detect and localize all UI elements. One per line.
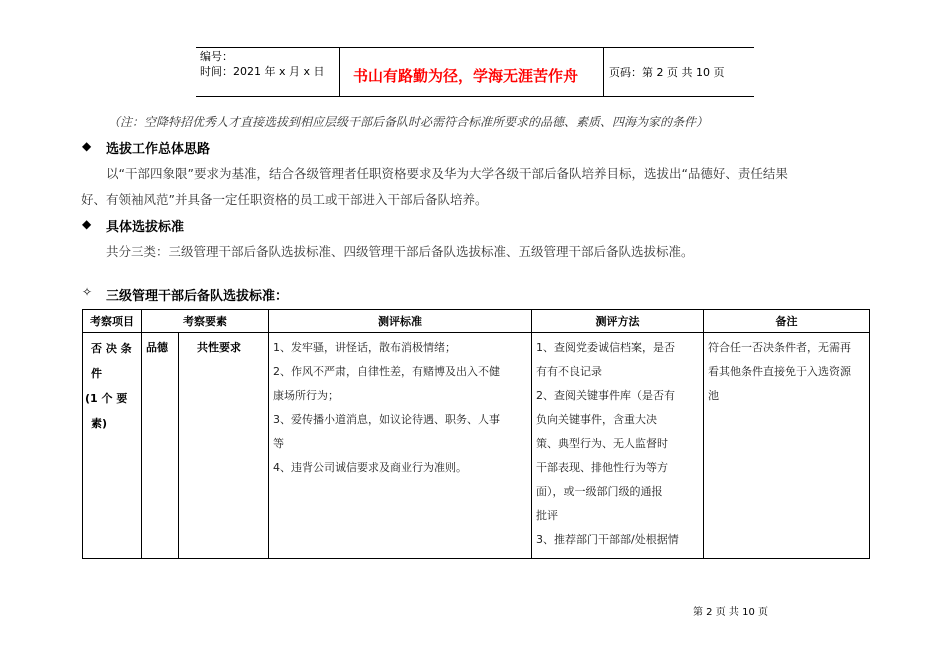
method-line: 面），或一级部门级的通报 [536, 485, 663, 498]
section-title-level3-standards: 三级管理干部后备队选拔标准： [106, 289, 289, 304]
standard-line: 等 [273, 437, 284, 450]
standard-line: 2、作风不严肃，自律性差，有赌博及出入不健 [273, 365, 500, 378]
remark-line: 符合任一否决条件者，无需再 [708, 341, 851, 354]
element-cell [142, 333, 179, 559]
standard-line: 康场所行为； [273, 389, 339, 402]
section2-paragraph-line1: 共分三类：三级管理干部后备队选拔标准、四级管理干部后备队选拔标准、五级管理干部后备队选拔标准。 [106, 244, 694, 259]
diamond-bullet-icon: ◆ [82, 217, 92, 231]
method-line: 3、推荐部门干部部/处根据情 [536, 533, 679, 546]
standard-line: 4、违背公司诚信要求及商业行为准则。 [273, 461, 467, 474]
sub-element-cell [179, 333, 269, 559]
standards-cell [269, 333, 532, 559]
document-number-label: 编号： [200, 50, 233, 63]
header-bottom-border [196, 96, 754, 97]
method-line: 干部表现、排他性行为等方 [536, 461, 668, 474]
method-line: 1、查阅党委诚信档案，是否 [536, 341, 675, 354]
item-cell [83, 333, 142, 559]
item-text: (1 个 要 [85, 392, 128, 405]
document-time-label: 时间：2021 年 x 月 x 日 [200, 65, 325, 78]
hollow-diamond-bullet-icon: ✧ [82, 285, 93, 299]
header-divider-left [339, 47, 340, 97]
item-text: 件 [91, 367, 102, 380]
header-divider-right [603, 47, 604, 97]
section1-paragraph-line2: 好、有领袖风范”并具备一定任职资格的员工或干部进入干部后备队培养。 [81, 192, 488, 207]
page-footer: 第 2 页 共 10 页 [693, 607, 768, 618]
remark-line: 池 [708, 389, 719, 402]
element-text: 品德 [146, 341, 168, 354]
item-text: 素) [91, 417, 108, 430]
section-title-overall-approach: 选拔工作总体思路 [106, 142, 211, 157]
item-text: 否 决 条 [91, 342, 132, 355]
column-header: 考察项目 [83, 310, 142, 333]
method-line: 策、典型行为、无人监督时 [536, 437, 668, 450]
method-line: 2、查阅关键事件库（是否有 [536, 389, 675, 402]
methods-cell [532, 333, 704, 559]
column-header: 考察要素 [142, 310, 269, 333]
header-motto: 书山有路勤为径，学海无涯苦作舟 [353, 67, 579, 85]
column-header: 测评方法 [532, 310, 704, 333]
table-header-row [83, 310, 870, 333]
column-header: 测评标准 [269, 310, 532, 333]
header-top-border [196, 47, 754, 48]
remarks-cell [704, 333, 870, 559]
selection-standards-table [82, 309, 870, 559]
method-line: 有有不良记录 [536, 365, 602, 378]
method-line: 负向关键事件，含重大决 [536, 413, 657, 426]
section1-paragraph-line1: 以“干部四象限”要求为基准，结合各级管理者任职资格要求及华为大学各级干部后备队培养目标，选拔出“品德好、责任结果 [106, 166, 788, 181]
sub-element-text: 共性要求 [197, 341, 241, 354]
standard-line: 3、爱传播小道消息，如议论待遇、职务、人事 [273, 413, 500, 426]
table-row [83, 333, 870, 559]
standard-line: 1、发牢骚，讲怪话，散布消极情绪； [273, 341, 456, 354]
diamond-bullet-icon: ◆ [82, 139, 92, 153]
remark-line: 看其他条件直接免于入选资源 [708, 365, 851, 378]
page-number-label: 页码：第 2 页 共 10 页 [609, 66, 725, 79]
section-title-specific-standards: 具体选拔标准 [106, 220, 185, 235]
note-text: （注：空降特招优秀人才直接选拔到相应层级干部后备队时必需符合标准所要求的品德、素质、四海为家的条件） [108, 115, 709, 129]
method-line: 批评 [536, 509, 558, 522]
column-header: 备注 [704, 310, 870, 333]
